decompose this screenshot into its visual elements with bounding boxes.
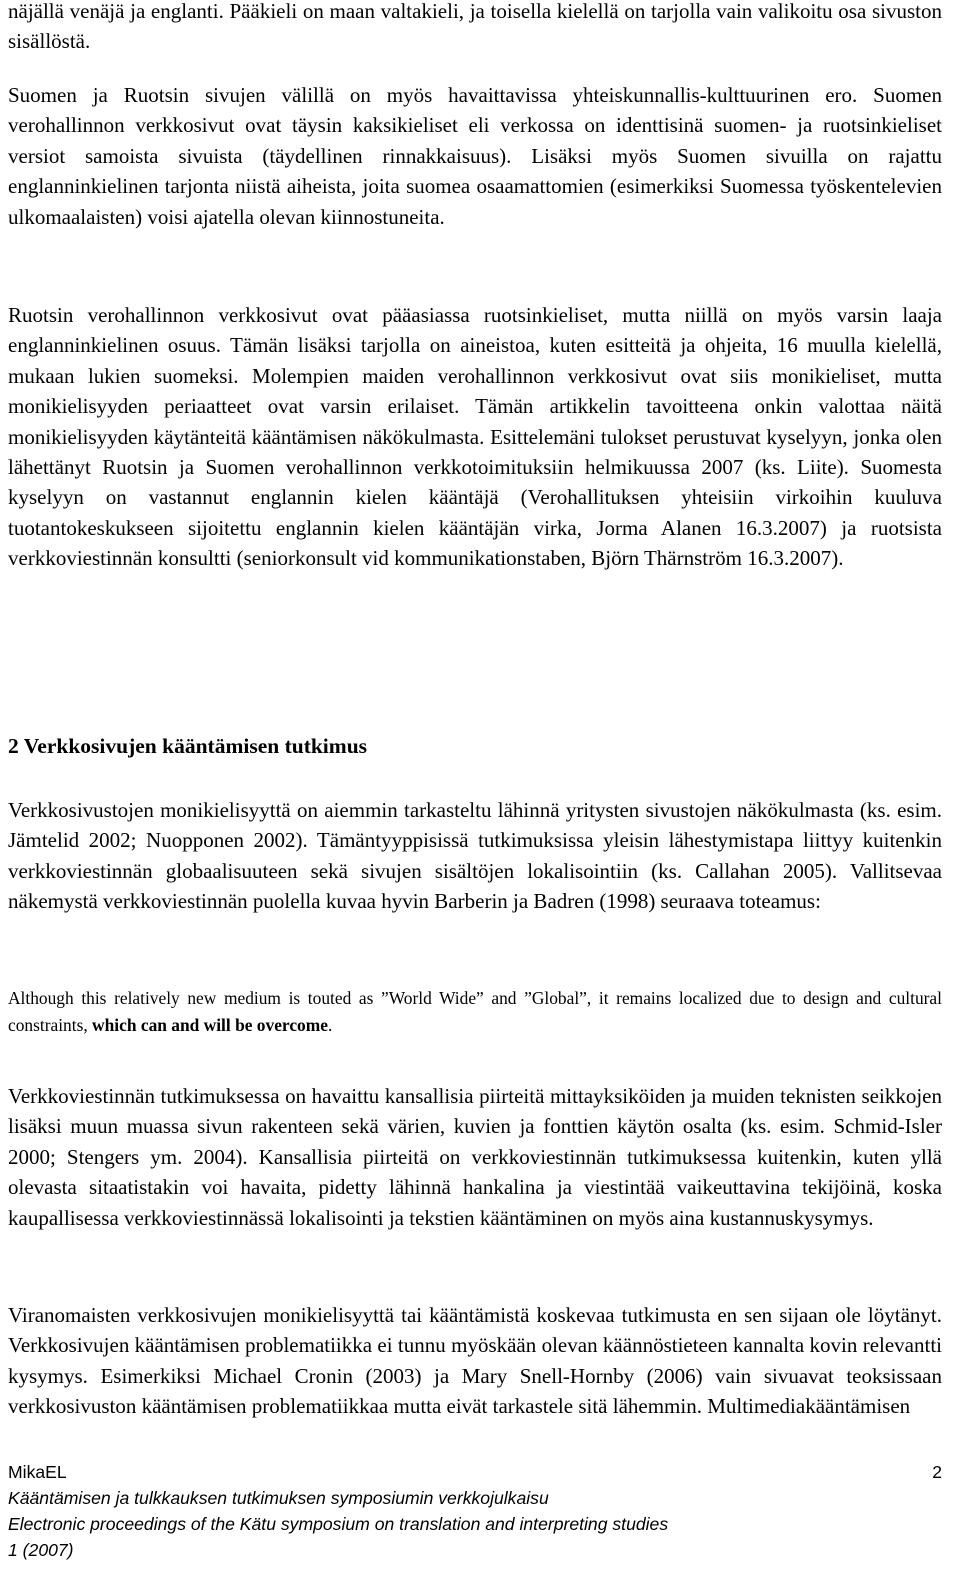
paragraph-6: Viranomaisten verkkosivujen monikielisyyttä tai kääntämistä koskevaa tutkimusta en sen sijaan ole löytänyt. Verkkosivujen kääntämisen problematiikka ei tunnu myöskään olevan käännöstieteen kannalta kovin relevantti kysymys. Esimerkiksi Michael Cronin (2003) ja Mary Snell-Hornby (2006) vain sivuavat teoksissaan verkkosivuston kääntämisen problematiikkaa mutta eivät tarkastele sitä lähemmin. Multimediakääntämisen (8, 1303, 942, 1419)
footer-title-english: Electronic proceedings of the Kätu symposium on translation and interpreting studies (8, 1514, 669, 1534)
footer-header-row (8, 1460, 942, 1484)
paragraph-5: Verkkoviestinnän tutkimuksessa on havaittu kansallisia piirteitä mittayksiköiden ja muiden teknisten seikkojen lisäksi muun muassa sivun rakenteen sekä värien, kuvien ja fonttien käytön osalta (ks. esim. Schmid-Isler 2000; Stengers ym. 2004). Kansallisia piirteitä on verkkoviestinnän tutkimuksessa kuitenkin, kuten yllä olevasta sitaatistakin voi havaita, pidetty lähinnä hankalina ja viestintää vaikeuttavina tekijöinä, koska kaupallisessa verkkoviestinnässä lokalisointi ja tekstien kääntäminen on myös aina kustannuskysymys. (8, 1084, 942, 1230)
section-heading: 2 Verkkosivujen kääntämisen tutkimus (8, 734, 368, 758)
journal-name: MikaEL (8, 1462, 67, 1482)
paragraph-1: näjällä venäjä ja englanti. Pääkieli on maan valtakieli, ja toisella kielellä on tarjolla vain valikoitu osa sivuston sisällöstä. (8, 0, 942, 54)
quote-end: . (327, 1014, 333, 1035)
block-quote (8, 985, 942, 1038)
paragraph-2: Suomen ja Ruotsin sivujen välillä on myös havaittavissa yhteiskunnallis-kulttuurinen ero. Suomen verohallinnon verkkosivut ovat täysin kaksikieliset eli verkossa on identtisinä suomen- ja ruotsinkieliset versiot samoista sivuista (täydellinen rinnakkaisuus). Lisäksi myös Suomen sivuilla on rajattu englanninkielinen tarjonta niistä aiheista, joita suomea osaamattomien (esimerkiksi Suomessa työskentelevien ulkomaalaisten) voisi ajatella olevan kiinnostuneita. (8, 83, 942, 229)
footer-title-finnish: Kääntämisen ja tulkkauksen tutkimuksen symposiumin verkkojulkaisu (8, 1488, 549, 1508)
quote-text: Although this relatively new medium is touted as ”World Wide” and ”Global”, it remains localized due to design and cultural constraints, (8, 988, 942, 1035)
paragraph-3: Ruotsin verohallinnon verkkosivut ovat pääasiassa ruotsinkieliset, mutta niillä on myös varsin laaja englanninkielinen osuus. Tämän lisäksi tarjolla on aineistoa, kuten esitteitä ja ohjeita, 16 muulla kielellä, mukaan lukien suomeksi. Molempien maiden verohallinnon verkkosivut ovat siis monikieliset, mutta monikielisyyden periaatteet ovat varsin erilaiset. Tämän artikkelin tavoitteena onkin valottaa näitä monikielisyyden käytänteitä kääntämisen näkökulmasta. Esittelemäni tulokset perustuvat kyselyyn, jonka olen lähettänyt Ruotsin ja Suomen verohallinnon verkkotoimituksiin helmikuussa 2007 (ks. Liite). Suomesta kyselyyn on vastannut englannin kielen kääntäjä (Verohallituksen yhteisiin virkoihin kuuluva tuotantokeskukseen sijoitettu englannin kielen kääntäjän virka, Jorma Alanen 16.3.2007) ja ruotsista verkkoviestinnän konsultti (seniorkonsult vid kommunikationstaben, Björn Thärnström 16.3.2007). (8, 303, 942, 571)
paragraph-4: Verkkosivustojen monikielisyyttä on aiemmin tarkasteltu lähinnä yritysten sivustojen näkökulmasta (ks. esim. Jämtelid 2002; Nuopponen 2002). Tämäntyyppisissä tutkimuksissa yleisin lähestymistapa liittyy kuitenkin verkkoviestinnän globaalisuuteen sekä sivujen sisältöjen lokalisointiin (ks. Callahan 2005). Vallitsevaa näkemystä verkkoviestinnän puolella kuvaa hyvin Barberin ja Badren (1998) seuraava toteamus: (8, 798, 942, 914)
page-number: 2 (932, 1462, 942, 1482)
quote-emphasis: which can and will be overcome (92, 1014, 328, 1035)
footer-volume: 1 (2007) (8, 1540, 74, 1560)
